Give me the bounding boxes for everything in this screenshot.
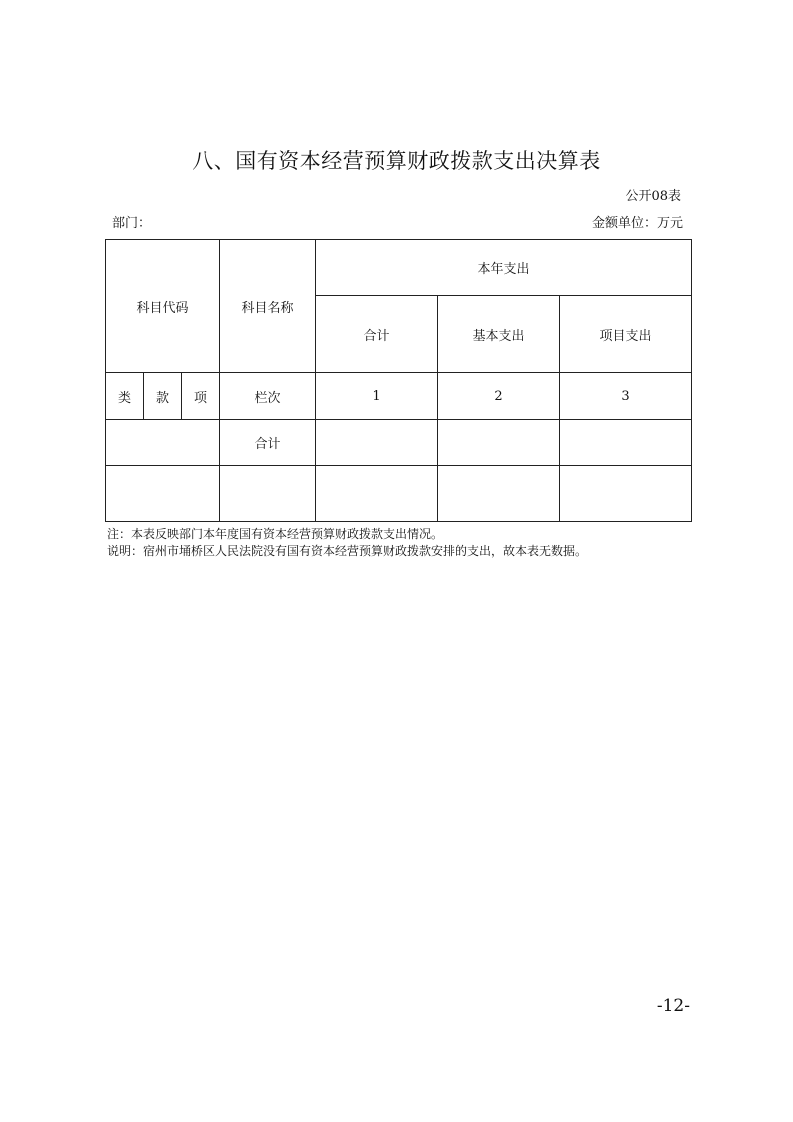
header-basic-expenditure: 基本支出 xyxy=(438,296,560,373)
expenditure-table xyxy=(105,239,692,522)
header-total: 合计 xyxy=(316,296,438,373)
total-row-project xyxy=(560,420,692,466)
header-current-year-expenditure: 本年支出 xyxy=(316,240,692,296)
empty-row-code xyxy=(106,466,220,522)
index-category: 类 xyxy=(106,373,144,420)
explanation-line: 说明：宿州市埇桥区人民法院没有国有资本经营预算财政拨款安排的支出，故本表无数据。 xyxy=(107,544,588,558)
index-col3: 3 xyxy=(560,373,692,420)
document-title: 八、国有资本经营预算财政拨款支出决算表 xyxy=(192,149,601,173)
index-column-label: 栏次 xyxy=(220,373,316,420)
total-row-total xyxy=(316,420,438,466)
note-line: 注：本表反映部门本年度国有资本经营预算财政拨款支出情况。 xyxy=(107,527,444,541)
empty-row xyxy=(106,466,692,522)
notes-block xyxy=(107,526,587,560)
index-item: 项 xyxy=(182,373,220,420)
empty-row-name xyxy=(220,466,316,522)
index-row xyxy=(106,373,692,420)
department-label: 部门： xyxy=(112,216,152,231)
header-project-expenditure: 项目支出 xyxy=(560,296,692,373)
page-number: -12- xyxy=(656,996,690,1016)
empty-row-total xyxy=(316,466,438,522)
unit-label: 金额单位：万元 xyxy=(591,216,683,231)
total-row-code xyxy=(106,420,220,466)
header-subject-code: 科目代码 xyxy=(106,240,220,373)
total-row xyxy=(106,420,692,466)
total-row-basic xyxy=(438,420,560,466)
index-col1: 1 xyxy=(316,373,438,420)
total-row-label: 合计 xyxy=(220,420,316,466)
index-col2: 2 xyxy=(438,373,560,420)
index-section: 款 xyxy=(144,373,182,420)
empty-row-basic xyxy=(438,466,560,522)
form-code: 公开08表 xyxy=(625,189,681,204)
header-row-1 xyxy=(106,240,692,296)
empty-row-project xyxy=(560,466,692,522)
header-subject-name: 科目名称 xyxy=(220,240,316,373)
